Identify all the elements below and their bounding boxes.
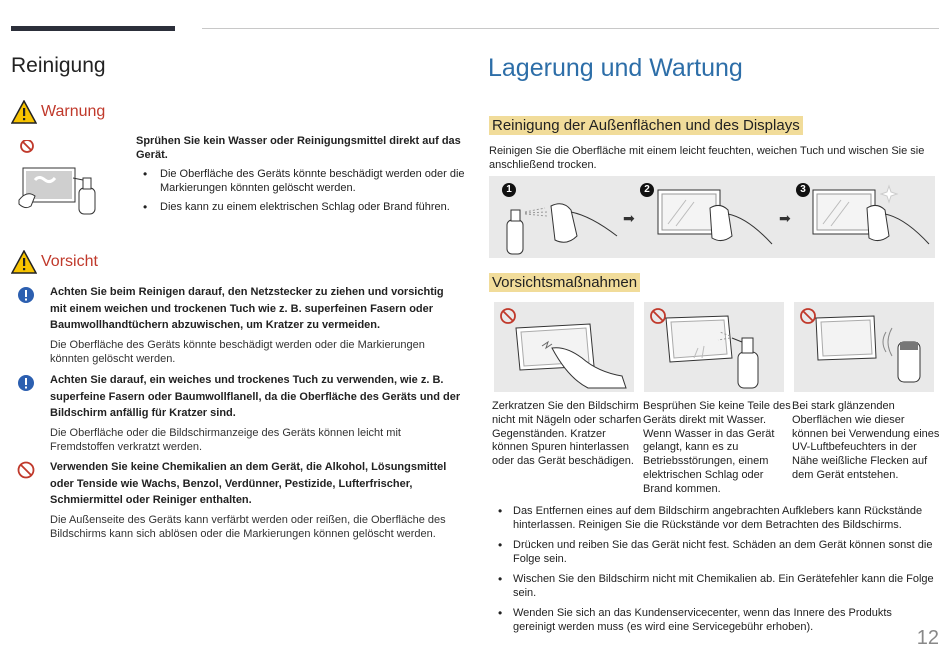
caution-item-note: Die Oberfläche oder die Bildschirmanzeige des Geräts können leicht mit Fremdstoffen verkratzt werden. [50,426,401,453]
section-heading-vorsichtsmassnahmen: Vorsichtsmaßnahmen [489,273,640,292]
caution-item-bold: Achten Sie darauf, ein weiches und trockenes Tuch zu verwenden, wie z. B. superfeine Fasern oder Baumwollflanell, da die Oberfläche des Geräts und der Bildschirm anfällig für Kratzer sind. [50,374,461,419]
top-rule [202,28,939,29]
page-number: 12 [916,627,939,649]
warning-heading [11,100,105,124]
warning-bullet: • Dies kann zu einem elektrischen Schlag oder Brand führen. [136,200,466,214]
caution-item [11,372,461,454]
page-title: Lagerung und Wartung [488,54,743,82]
cleaning-instruction: Reinigen Sie die Oberfläche mit einem leicht feuchten, weichen Tuch und wischen Sie sie anschließend trocken. [489,145,925,171]
precaution-caption: Bei stark glänzenden Oberflächen wie dieser können bei Verwendung eines UV-Luftbefeuchters in der Nähe weißliche Flecken auf dem Gerät entstehen. [792,400,940,481]
step-number: 2 [640,183,654,197]
spray-display-illustration [17,140,97,222]
warning-text-block [136,134,466,219]
step-number: 1 [502,183,516,197]
care-bullet: • Wischen Sie den Bildschirm nicht mit Chemikalien ab. Ein Gerätefehler kann die Folge sein. [489,572,935,600]
care-bullets [489,504,935,634]
prohibited-icon [17,461,35,479]
info-icon [17,374,35,392]
precaution-caption: Zerkratzen Sie den Bildschirm nicht mit Nägeln oder scharfen Gegenständen. Kratzer können Spuren hinterlassen oder das Gerät beschädigen. [492,400,642,468]
precaution-illustrations [490,302,940,392]
warning-label: Warnung [41,103,106,120]
caution-item-note: Die Außenseite des Geräts kann verfärbt werden oder reißen, die Oberfläche des Bildschirms kann sich ablösen oder die Markierungen können gelöscht werden. [50,513,446,540]
spray-cloth-illustration [499,198,619,256]
section-heading-reinigung-displays: Reinigung der Außenflächen und des Displays [489,116,803,135]
caution-heading [11,250,98,274]
step-number: 3 [796,183,810,197]
caution-item-bold: Verwenden Sie keine Chemikalien an dem Gerät, die Alkohol, Lösungsmittel oder Tenside wie Wachs, Benzol, Verdünner, Pestizide, Lufterfrischer, Schmiermittel oder Reiniger enthalten. [50,461,447,506]
arrow-right-icon: ➡ [779,210,791,226]
caution-item-note: Die Oberfläche des Geräts könnte beschädigt werden oder die Markierungen könnten gelöscht werden. [50,338,425,365]
humidifier-illustration [794,302,934,392]
caution-item-bold: Achten Sie beim Reinigen darauf, den Netzstecker zu ziehen und vorsichtig mit einem weichen und trockenen Tuch wie z. B. superfeinen Fasern oder Baumwollhandtüchern abzuwischen, um Kratzer zu vermeiden. [50,286,444,331]
warning-triangle-icon [11,100,37,124]
wipe-display-illustration [654,184,774,254]
caution-label: Vorsicht [41,253,98,270]
no-scratch-illustration [494,302,634,392]
caution-item [11,459,461,541]
precaution-caption: Besprühen Sie keine Teile des Geräts direkt mit Wasser. Wenn Wasser in das Gerät gelangt, kann es zu Betriebsstörungen, einem elektrischen Schlag oder Brand kommen. [643,400,791,495]
care-bullet: • Drücken und reiben Sie das Gerät nicht fest. Schäden an dem Gerät können sonst die Folge sein. [489,538,935,566]
care-bullet: • Wenden Sie sich an das Kundenservicecenter, wenn das Innere des Produkts gereinigt werden muss (es wird eine Servicegebühr erhoben). [489,606,935,634]
cleaning-steps-illustration [489,176,935,258]
arrow-right-icon: ➡ [623,210,635,226]
warning-triangle-icon [11,250,37,274]
care-bullet: • Das Entfernen eines auf dem Bildschirm angebrachten Aufklebers kann Rückstände hinterlassen. Reinigen Sie die Rückstände vor dem Betrachten des Bildschirms. [489,504,935,532]
info-icon [17,286,35,304]
section-title-reinigung: Reinigung [11,54,106,77]
no-spray-illustration [644,302,784,392]
caution-item [11,284,461,366]
top-bar-accent [11,26,175,31]
warning-lead: Sprühen Sie kein Wasser oder Reinigungsmittel direkt auf das Gerät. [136,135,461,161]
dry-display-illustration [809,182,933,254]
warning-bullet: • Die Oberfläche des Geräts könnte beschädigt werden oder die Markierungen könnten gelöscht werden. [136,167,466,195]
